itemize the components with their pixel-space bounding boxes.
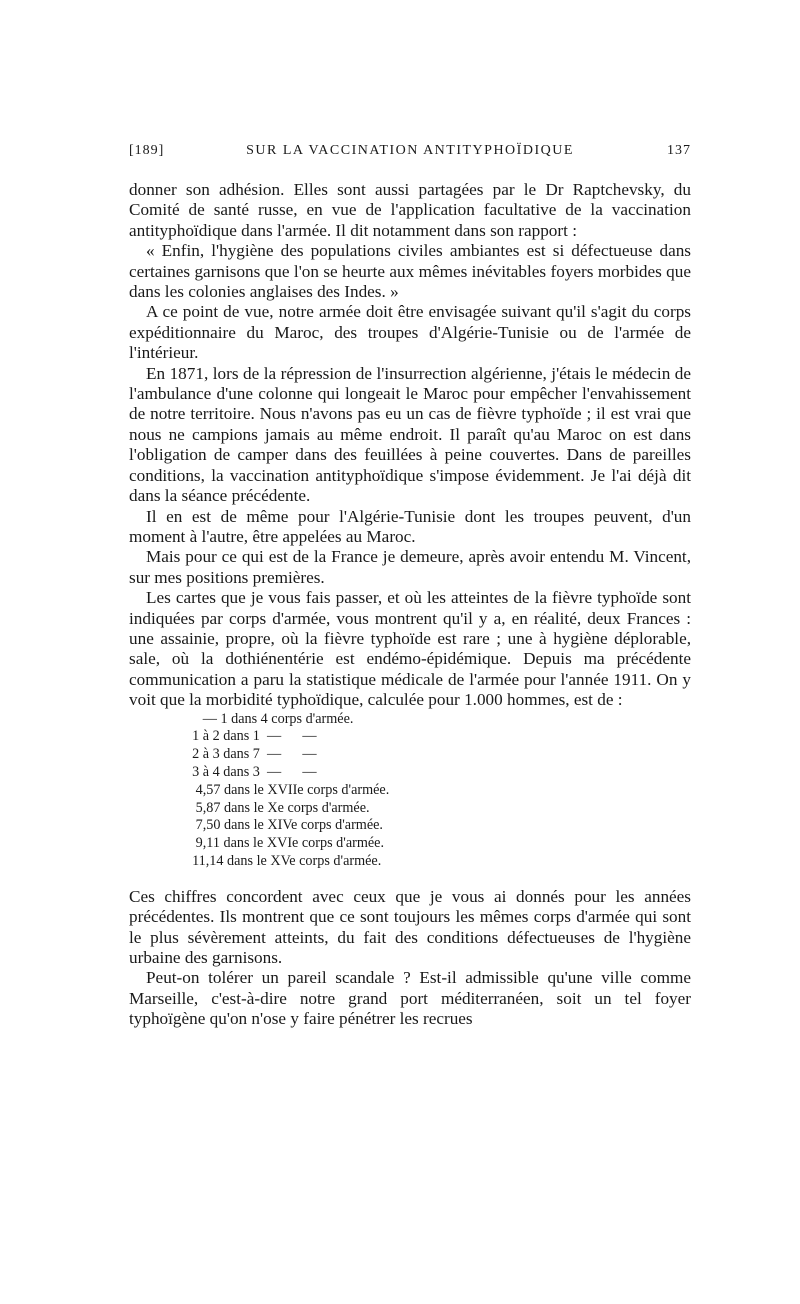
paragraph: A ce point de vue, notre armée doit être envisagée suivant qu'il s'agit du corps expéditionnaire du Maroc, des troupes d'Algérie-Tunisie ou de l'armée de l'intérieur. [129,302,691,363]
paragraph: Peut-on tolérer un pareil scandale ? Est-il admissible qu'une ville comme Marseille, c'est-à-dire notre grand port méditerranéen, soit un tel foyer typhoïgène qu'on n'ose y faire pénétrer les recrues [129,968,691,1029]
statistics-row: 2 à 3 dans 7 — — [185,746,317,763]
page-number: 137 [667,143,691,158]
paragraph: Il en est de même pour l'Algérie-Tunisie dont les troupes peuvent, d'un moment à l'autre, être appelées au Maroc. [129,506,691,546]
statistics-row: — 1 dans 4 corps d'armée. [185,710,354,727]
paragraph: Les cartes que je vous fais passer, et où les atteintes de la fièvre typhoïde sont indiquées par corps d'armée, vous montrent qu'il y a, en réalité, deux Frances : une assainie, propre, où la fièvre typhoïde est rare ; une à hygiène déplorable, sale, où la dothiénentérie est endémo-épidémique. Depuis ma précédente communication a paru la statistique médicale de l'armée pour l'année 1911. On y voit que la morbidité typhoïdique, calculée pour 1.000 hommes, est de : [129,588,691,710]
spacer [129,871,691,887]
statistics-row: 3 à 4 dans 3 — — [185,763,317,780]
statistics-row: 7,50 dans le XIVe corps d'armée. [185,817,383,834]
section-number: [189] [129,143,165,158]
body-text [129,180,691,1030]
statistics-row: 9,11 dans le XVIe corps d'armée. [185,835,385,852]
paragraph: En 1871, lors de la répression de l'insurrection algérienne, j'étais le médecin de l'ambulance d'une colonne qui longeait le Maroc pour empêcher l'envahissement de notre territoire. Nous n'avons pas eu un cas de fièvre typhoïde ; il est vrai que nous ne campions jamais au même endroit. Il paraît qu'au Maroc on est dans l'obligation de camper dans des feuillées à peine couvertes. Dans de pareilles conditions, la vaccination antityphoïdique s'impose évidemment. Je l'ai déjà dit dans la séance précédente. [129,363,691,506]
paragraph: donner son adhésion. Elles sont aussi partagées par le Dr Raptchevsky, du Comité de santé russe, en vue de l'application facultative de la vaccination antityphoïdique dans l'armée. Il dit notamment dans son rapport : [129,180,691,240]
statistics-row: 1 à 2 dans 1 — — [185,728,317,745]
running-header [129,143,691,167]
statistics-row: 4,57 dans le XVIIe corps d'armée. [185,781,390,798]
statistics-row: 5,87 dans le Xe corps d'armée. [185,799,370,816]
paragraph: Ces chiffres concordent avec ceux que je vous ai donnés pour les années précédentes. Ils montrent que ce sont toujours les mêmes corps d'armée qui sont le plus sévèrement atteints, du fait des conditions défectueuses de l'hygiène urbaine des garnisons. [129,886,691,967]
paragraph: Mais pour ce qui est de la France je demeure, après avoir entendu M. Vincent, sur mes positions premières. [129,547,691,587]
paragraph: « Enfin, l'hygiène des populations civiles ambiantes est si défectueuse dans certaines garnisons que l'on se heurte aux mêmes inévitables foyers morbides que dans les colonies anglaises des Indes. » [129,241,691,302]
statistics-row: 11,14 dans le XVe corps d'armée. [185,852,382,869]
running-title: SUR LA VACCINATION ANTITYPHOÏDIQUE [246,143,574,158]
morbidity-statistics-list [185,711,485,871]
